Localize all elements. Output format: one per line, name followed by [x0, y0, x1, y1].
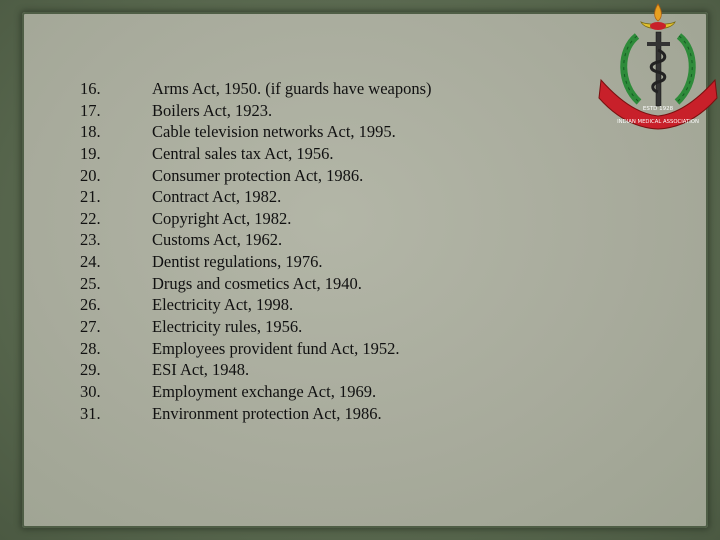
list-item [80, 381, 432, 403]
item-text: Drugs and cosmetics Act, 1940. [152, 273, 362, 293]
item-text: Electricity Act, 1998. [152, 295, 294, 315]
item-number: 22. [80, 208, 101, 228]
item-number: 20. [80, 165, 101, 185]
item-text: Consumer protection Act, 1986. [152, 165, 364, 185]
list-item [80, 316, 432, 338]
item-number: 16. [80, 79, 101, 98]
list-item [80, 338, 432, 360]
item-number: 18. [80, 122, 101, 142]
item-text: Dentist regulations, 1976. [152, 252, 323, 272]
list-item [80, 251, 432, 273]
list-item [80, 165, 432, 187]
list-item [80, 273, 432, 295]
item-text: Arms Act, 1950. (if guards have weapons) [152, 79, 432, 98]
item-number: 25. [80, 273, 101, 293]
item-text: Environment protection Act, 1986. [152, 403, 382, 423]
item-text: Central sales tax Act, 1956. [152, 143, 334, 163]
item-text: Customs Act, 1962. [152, 230, 283, 250]
item-text: Cable television networks Act, 1995. [152, 122, 396, 142]
item-number: 29. [80, 360, 101, 380]
item-text: Boilers Act, 1923. [152, 100, 273, 120]
list-item [80, 208, 432, 230]
item-number: 24. [80, 252, 101, 272]
item-number: 27. [80, 317, 101, 337]
item-text: Electricity rules, 1956. [152, 317, 303, 337]
list-item [80, 186, 432, 208]
item-number: 30. [80, 381, 101, 401]
item-number: 28. [80, 338, 101, 358]
list-item [80, 100, 432, 122]
item-number: 17. [80, 100, 101, 120]
list-item [80, 121, 432, 143]
list-item [80, 359, 432, 381]
item-number: 23. [80, 230, 101, 250]
list-item [80, 143, 432, 165]
list-item [80, 78, 432, 100]
item-text: Contract Act, 1982. [152, 187, 282, 207]
item-text: Employment exchange Act, 1969. [152, 381, 377, 401]
logo-estd-text: ESTD 1928 [642, 106, 674, 112]
item-number: 19. [80, 143, 101, 163]
list-item [80, 229, 432, 251]
item-number: 26. [80, 295, 101, 315]
list-item [80, 403, 432, 425]
acts-list [80, 78, 432, 424]
item-text: Employees provident fund Act, 1952. [152, 338, 400, 358]
item-number: 21. [80, 187, 101, 207]
list-item [80, 294, 432, 316]
ima-emblem-icon [597, 2, 719, 130]
logo-banner-text: INDIAN MEDICAL ASSOCIATION [617, 119, 699, 125]
item-text: ESI Act, 1948. [152, 360, 250, 380]
item-text: Copyright Act, 1982. [152, 208, 292, 228]
item-number: 31. [80, 403, 101, 423]
